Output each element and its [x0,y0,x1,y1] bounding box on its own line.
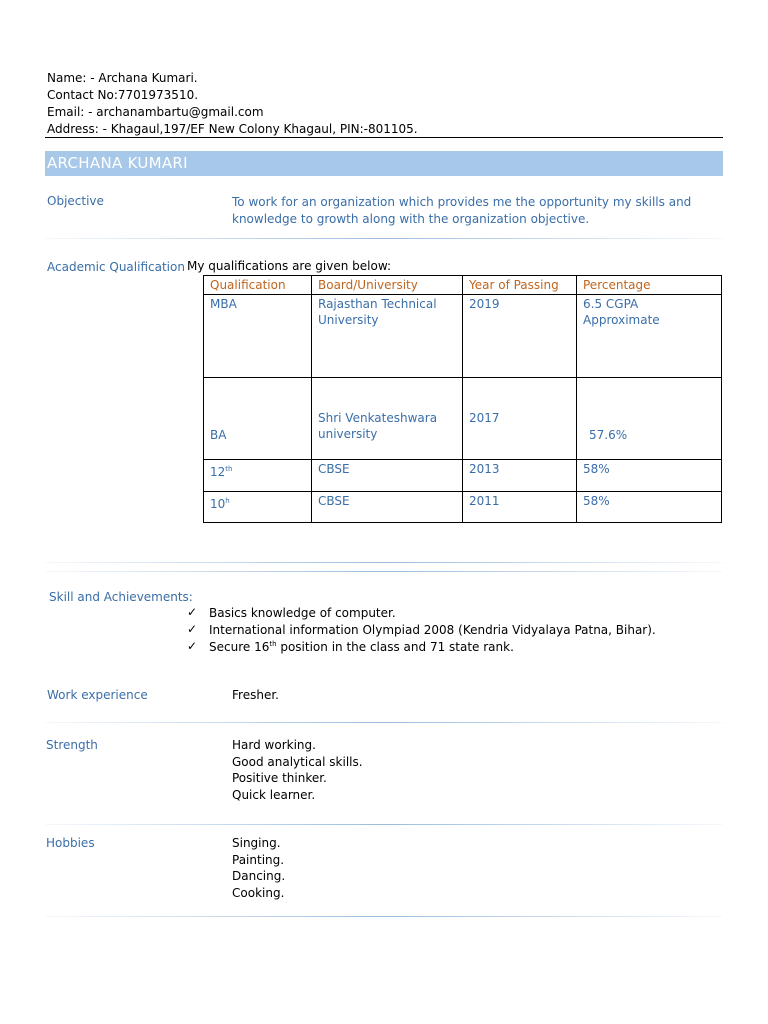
table-header-cell: Percentage [577,276,722,295]
hobby-item: Cooking. [232,885,285,900]
section-divider [45,916,723,917]
skills-label: Skill and Achievements: [49,590,193,604]
strength-label: Strength [46,738,98,752]
objective-line-1: To work for an organization which provides me the opportunity my skills and [232,195,692,209]
qualification-text: 10 [210,497,226,511]
work-experience-value: Fresher. [232,688,279,702]
checkmark-icon: ✓ [187,622,198,636]
board-line: University [318,313,379,327]
name-banner-text: ARCHANA KUMARI [47,154,188,172]
hobbies-label: Hobbies [46,836,95,850]
skill-text: position in the class and 71 state rank. [276,640,514,654]
strength-item: Good analytical skills. [232,754,363,769]
strength-item: Positive thinker. [232,771,327,785]
table-row [204,295,722,378]
objective-text [232,194,691,228]
qualification-sup: th [225,465,233,473]
academic-label: Academic Qualification [47,260,185,274]
skill-item [209,640,514,654]
strength-item: Hard working. [232,738,316,752]
checkmark-icon: ✓ [187,639,198,653]
qualification-sup: h [225,497,230,505]
section-divider [45,824,723,825]
year-cell: 2019 [463,295,577,378]
section-divider [45,238,723,239]
year-cell: 2013 [463,460,577,492]
name-banner [45,151,723,176]
percentage-cell [577,295,722,378]
strength-item: Quick learner. [232,787,316,802]
skill-text: Secure 16 [209,640,270,654]
qualification-cell [204,460,312,492]
skill-sup: th [269,640,277,648]
table-row [204,460,722,492]
contact-email: Email: - archanambartu@gmail.com [47,105,264,119]
hobby-item: Painting. [232,852,285,867]
header-divider [45,137,723,138]
year-cell: 2017 [463,378,577,460]
table-header-row [204,276,722,295]
board-line: Rajasthan Technical [318,297,437,311]
table-header-cell: Qualification [204,276,312,295]
objective-label: Objective [47,194,104,208]
contact-name: Name: - Archana Kumari. [47,71,198,85]
table-row [204,492,722,523]
percentage-line: Approximate [583,313,660,327]
academic-intro: My qualifications are given below: [187,259,392,273]
percentage-cell: 58% [577,460,722,492]
section-divider [45,722,723,723]
qualification-cell: BA [204,378,312,460]
hobbies-list [232,835,285,901]
contact-phone: Contact No:7701973510. [47,88,199,102]
work-experience-label: Work experience [47,688,148,702]
section-divider [45,562,723,563]
contact-address: Address: - Khagaul,197/EF New Colony Khagaul, PIN:-801105. [47,122,418,136]
skill-item: International information Olympiad 2008 (Kendria Vidyalaya Patna, Bihar). [209,623,656,637]
objective-line-2: knowledge to growth along with the organization objective. [232,212,590,226]
percentage-line: 6.5 CGPA [583,297,639,311]
percentage-cell: 58% [577,492,722,523]
table-row [204,378,722,460]
section-divider [45,571,723,572]
checkmark-icon: ✓ [187,605,198,619]
hobby-item: Dancing. [232,869,286,883]
percentage-cell: 57.6% [577,378,722,460]
contact-block [47,70,418,138]
strength-list [232,737,363,803]
board-cell [312,295,463,378]
board-cell: CBSE [312,492,463,523]
hobby-item: Singing. [232,836,281,850]
board-line: Shri Venkateshwara [318,411,438,425]
board-cell: CBSE [312,460,463,492]
board-cell [312,378,463,460]
table-header-cell: Board/University [312,276,463,295]
table-header-cell: Year of Passing [463,276,577,295]
year-cell: 2011 [463,492,577,523]
skill-item: Basics knowledge of computer. [209,606,396,620]
qualification-cell [204,492,312,523]
qualification-table [203,275,722,523]
board-line: university [318,427,378,441]
qualification-cell: MBA [204,295,312,378]
qualification-text: 12 [210,465,226,479]
